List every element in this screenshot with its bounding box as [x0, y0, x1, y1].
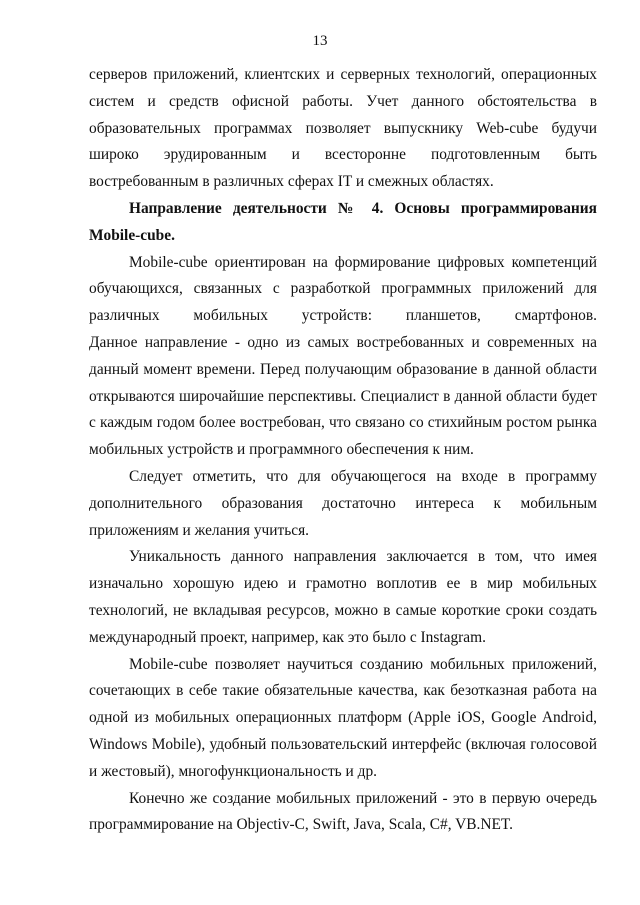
paragraph: [89, 62, 597, 196]
text-line: мобильных устройств и программного обеспечения к ним.: [89, 441, 474, 459]
text-line: программирование на Objectiv-C, Swift, Java, Scala, C#, VB.NET.: [89, 816, 513, 834]
text-line: открываются широчайшие перспективы. Специалист в данной области будет: [89, 387, 597, 405]
heading-line: Направление деятельности № 4. Основы программирования: [129, 199, 597, 217]
text-line: международный проект, например, как это было с Instagram.: [89, 628, 486, 646]
text-line: изначально хорошую идею и грамотно воплотив ее в мир мобильных: [89, 575, 597, 593]
text-line: Уникальность данного направления заключается в том, что имея: [129, 548, 597, 566]
text-line: Mobile-cube позволяет научиться созданию мобильных приложений,: [129, 655, 597, 673]
section-heading: [89, 196, 597, 250]
text-line: дополнительного образования достаточно интереса к мобильным: [89, 494, 597, 512]
text-line: с каждым годом более востребован, что связано со стихийным ростом рынка: [89, 414, 597, 432]
paragraph: [89, 544, 597, 651]
text-line: одной из мобильных операционных платформ (Apple iOS, Google Android,: [89, 709, 597, 727]
text-line: приложениям и желания учиться.: [89, 521, 309, 539]
text-line: серверов приложений, клиентских и серверных технологий, операционных: [89, 66, 597, 83]
heading-line: Mobile-cube.: [89, 226, 175, 244]
page-number: 13: [312, 33, 328, 49]
paragraph: [89, 786, 597, 840]
text-line: Mobile-cube ориентирован на формирование цифровых компетенций: [129, 253, 597, 271]
text-line: систем и средств офисной работы. Учет данного обстоятельства в: [89, 92, 597, 110]
text-line: Следует отметить, что для обучающегося на входе в программу: [129, 467, 597, 485]
text-line: технологий, не вкладывая ресурсов, можно в самые короткие сроки создать: [89, 601, 597, 619]
paragraph: [89, 652, 597, 786]
text-line: сочетающих в себе такие обязательные качества, как безотказная работа на: [89, 682, 597, 700]
text-line: широко эрудированным и всесторонне подготовленным быть: [89, 146, 597, 164]
text-line: и жестовый), многофункциональность и др.: [89, 762, 378, 780]
text-line: Данное направление - одно из самых востребованных и современных на: [89, 333, 597, 351]
text-line: различных мобильных устройств: планшетов, смартфонов.: [89, 307, 597, 325]
text-line: образовательных программах позволяет выпускнику Web-cube будучи: [89, 119, 597, 137]
paragraph: [89, 464, 597, 544]
text-line: обучающихся, связанных с разработкой программных приложений для: [89, 280, 597, 298]
body-text: [89, 62, 597, 839]
text-line: данный момент времени. Перед получающим образование в данной области: [89, 360, 597, 378]
text-line: Windows Mobile), удобный пользовательский интерфейс (включая голосовой: [89, 735, 597, 753]
text-line: Конечно же создание мобильных приложений - это в первую очередь: [129, 789, 597, 807]
paragraph: [89, 250, 597, 464]
text-line: востребованным в различных сферах IT и смежных областях.: [89, 173, 494, 191]
